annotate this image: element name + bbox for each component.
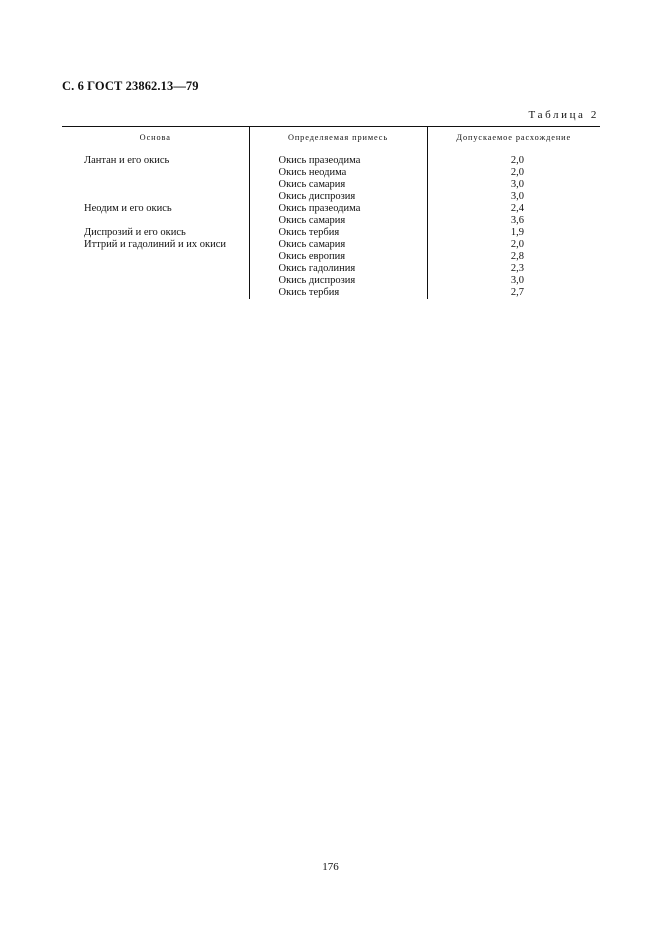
cell-base xyxy=(62,191,249,203)
table-row xyxy=(62,287,600,299)
cell-tolerance: 1,9 xyxy=(510,227,524,238)
cell-impurity: Окись гадолиния xyxy=(249,263,427,275)
cell-base xyxy=(62,287,249,299)
spacer-cell xyxy=(249,147,427,155)
spacer-cell xyxy=(62,147,249,155)
cell-tolerance: 2,0 xyxy=(510,239,524,250)
cell-tolerance: 3,6 xyxy=(510,215,524,226)
cell-base: Диспрозий и его окись xyxy=(84,227,186,238)
cell-base xyxy=(62,251,249,263)
table-header-row xyxy=(62,127,600,148)
cell-tolerance: 3,0 xyxy=(510,179,524,190)
table-caption: Таблица 2 xyxy=(528,109,599,121)
data-table xyxy=(62,126,600,299)
table-row xyxy=(62,227,600,239)
cell-impurity: Окись диспрозия xyxy=(249,275,427,287)
cell-tolerance: 2,0 xyxy=(510,167,524,178)
cell-impurity: Окись самария xyxy=(249,215,427,227)
cell-tolerance: 2,8 xyxy=(510,251,524,262)
table-row xyxy=(62,215,600,227)
cell-base: Неодим и его окись xyxy=(84,203,172,214)
cell-tolerance: 2,7 xyxy=(510,287,524,298)
column-header-impurity: Определяемая примесь xyxy=(249,127,427,148)
cell-base: Иттрий и гадолиний и их окиси xyxy=(84,239,226,250)
cell-impurity: Окись самария xyxy=(249,179,427,191)
cell-tolerance: 3,0 xyxy=(510,191,524,202)
cell-base xyxy=(62,215,249,227)
table-body xyxy=(62,147,600,299)
table-row xyxy=(62,239,600,251)
cell-impurity: Окись неодима xyxy=(249,167,427,179)
cell-impurity: Окись празеодима xyxy=(249,155,427,167)
table-row xyxy=(62,251,600,263)
cell-tolerance: 3,0 xyxy=(510,275,524,286)
cell-impurity: Окись европия xyxy=(249,251,427,263)
cell-base xyxy=(62,275,249,287)
column-header-base: Основа xyxy=(62,127,249,148)
table-row xyxy=(62,203,600,215)
cell-impurity: Окись тербия xyxy=(249,227,427,239)
cell-tolerance: 2,0 xyxy=(510,155,524,166)
table-row xyxy=(62,263,600,275)
cell-impurity: Окись самария xyxy=(249,239,427,251)
table-spacer-row xyxy=(62,147,600,155)
cell-base xyxy=(62,167,249,179)
cell-base xyxy=(62,263,249,275)
table-row xyxy=(62,167,600,179)
cell-tolerance: 2,3 xyxy=(510,263,524,274)
table-row xyxy=(62,275,600,287)
table-header xyxy=(62,127,600,148)
page-number: 176 xyxy=(322,861,339,873)
table-container xyxy=(62,126,600,299)
table-row xyxy=(62,179,600,191)
cell-impurity: Окись тербия xyxy=(249,287,427,299)
cell-impurity: Окись празеодима xyxy=(249,203,427,215)
cell-tolerance: 2,4 xyxy=(510,203,524,214)
table-row xyxy=(62,191,600,203)
page-header: С. 6 ГОСТ 23862.13—79 xyxy=(62,79,199,93)
column-header-tolerance: Допускаемое расхождение xyxy=(427,127,600,148)
table-row xyxy=(62,155,600,167)
cell-base: Лантан и его окись xyxy=(84,155,170,166)
spacer-cell xyxy=(427,147,600,155)
cell-impurity: Окись диспрозия xyxy=(249,191,427,203)
cell-base xyxy=(62,179,249,191)
